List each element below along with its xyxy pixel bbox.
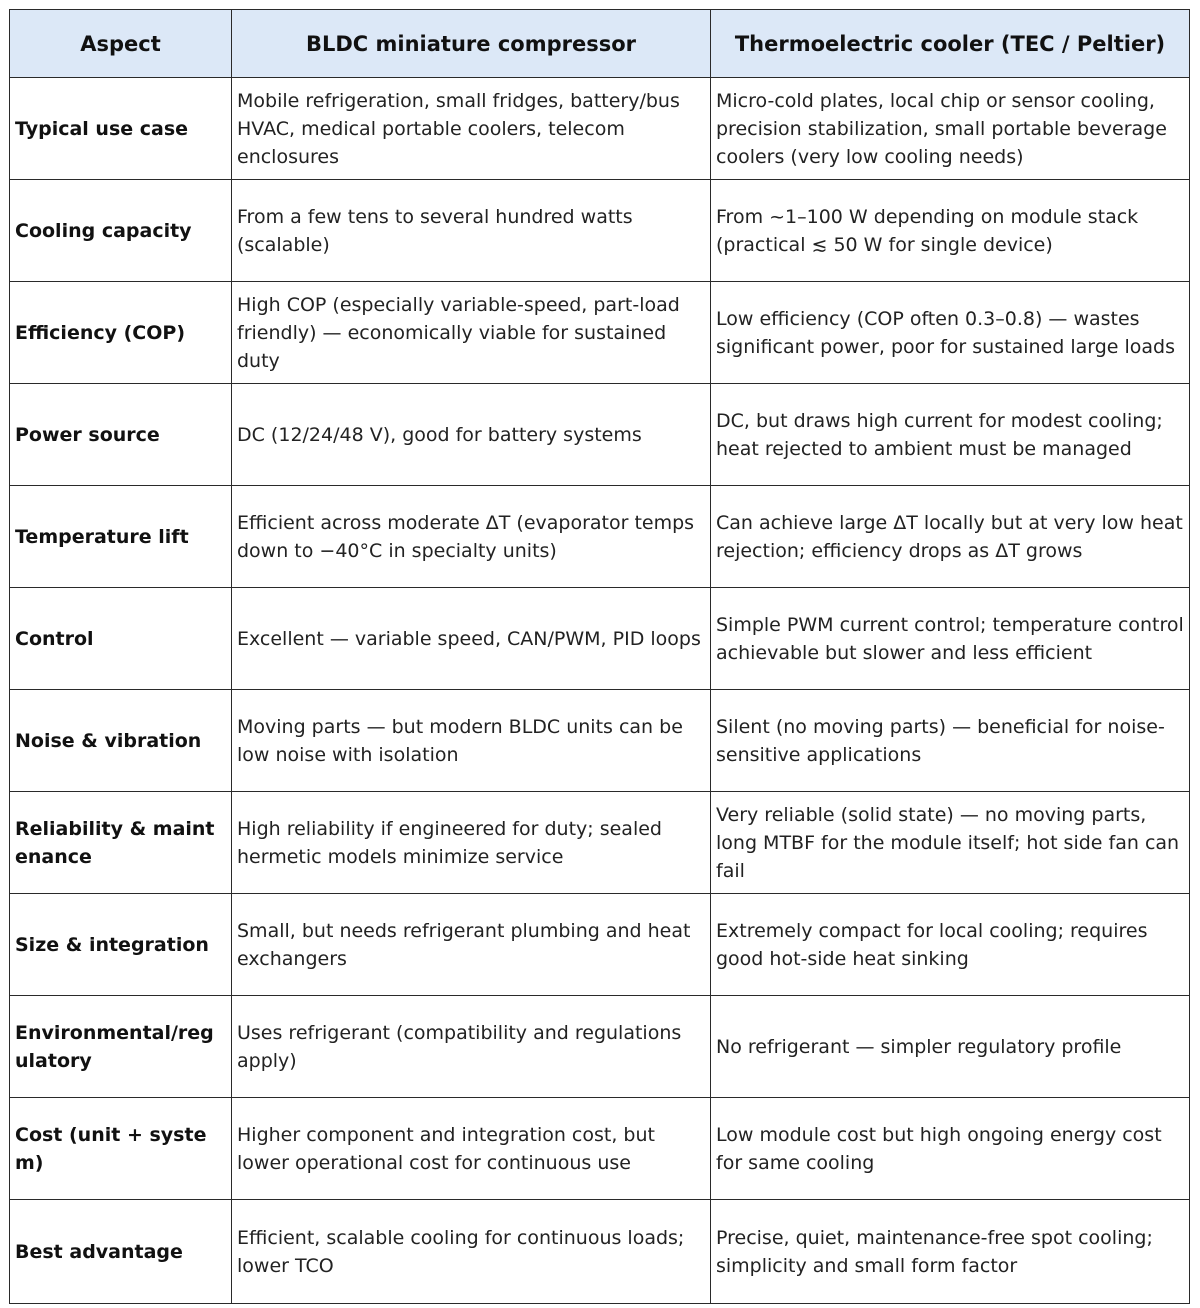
table-row [10, 180, 1190, 282]
bldc-cell: Moving parts — but modern BLDC units can be low noise with isolation [232, 690, 711, 792]
bldc-cell: Efficient across moderate ΔT (evaporator temps down to −40°C in specialty units) [232, 486, 711, 588]
tec-cell: Extremely compact for local cooling; requires good hot-side heat sinking [711, 894, 1190, 996]
table-row [10, 690, 1190, 792]
tec-cell: Precise, quiet, maintenance-free spot cooling; simplicity and small form factor [711, 1200, 1190, 1304]
bldc-cell: Small, but needs refrigerant plumbing and heat exchangers [232, 894, 711, 996]
tec-cell: DC, but draws high current for modest cooling; heat rejected to ambient must be managed [711, 384, 1190, 486]
table-row [10, 78, 1190, 180]
tec-cell: From ~1–100 W depending on module stack (practical ≲ 50 W for single device) [711, 180, 1190, 282]
bldc-cell: Efficient, scalable cooling for continuous loads; lower TCO [232, 1200, 711, 1304]
table-row [10, 1200, 1190, 1304]
table-row [10, 792, 1190, 894]
aspect-cell: Reliability & maintenance [10, 792, 232, 894]
bldc-cell: High reliability if engineered for duty; sealed hermetic models minimize service [232, 792, 711, 894]
table-body [10, 78, 1190, 1304]
aspect-cell: Size & integration [10, 894, 232, 996]
tec-cell: No refrigerant — simpler regulatory profile [711, 996, 1190, 1098]
tec-cell: Low efficiency (COP often 0.3–0.8) — wastes significant power, poor for sustained large loads [711, 282, 1190, 384]
bldc-cell: Uses refrigerant (compatibility and regulations apply) [232, 996, 711, 1098]
aspect-cell: Best advantage [10, 1200, 232, 1304]
table-row [10, 486, 1190, 588]
tec-cell: Simple PWM current control; temperature control achievable but slower and less efficient [711, 588, 1190, 690]
table-header [10, 10, 1190, 78]
bldc-cell: Mobile refrigeration, small fridges, battery/bus HVAC, medical portable coolers, telecom enclosures [232, 78, 711, 180]
tec-cell: Micro-cold plates, local chip or sensor cooling, precision stabilization, small portable beverage coolers (very low cooling needs) [711, 78, 1190, 180]
aspect-cell: Cost (unit + system) [10, 1098, 232, 1200]
bldc-cell: From a few tens to several hundred watts (scalable) [232, 180, 711, 282]
bldc-cell: Higher component and integration cost, but lower operational cost for continuous use [232, 1098, 711, 1200]
bldc-cell: High COP (especially variable-speed, part-load friendly) — economically viable for sustained duty [232, 282, 711, 384]
aspect-cell: Typical use case [10, 78, 232, 180]
tec-cell: Low module cost but high ongoing energy cost for same cooling [711, 1098, 1190, 1200]
comparison-table [9, 9, 1190, 1304]
tec-cell: Can achieve large ΔT locally but at very low heat rejection; efficiency drops as ΔT grows [711, 486, 1190, 588]
header-aspect: Aspect [10, 10, 232, 78]
header-row [10, 10, 1190, 78]
bldc-cell: DC (12/24/48 V), good for battery systems [232, 384, 711, 486]
table-row [10, 894, 1190, 996]
aspect-cell: Noise & vibration [10, 690, 232, 792]
header-tec: Thermoelectric cooler (TEC / Peltier) [711, 10, 1190, 78]
table-row [10, 588, 1190, 690]
tec-cell: Very reliable (solid state) — no moving parts, long MTBF for the module itself; hot side fan can fail [711, 792, 1190, 894]
tec-cell: Silent (no moving parts) — beneficial for noise-sensitive applications [711, 690, 1190, 792]
table-row [10, 1098, 1190, 1200]
table-row [10, 996, 1190, 1098]
table-row [10, 384, 1190, 486]
aspect-cell: Power source [10, 384, 232, 486]
aspect-cell: Environmental/regulatory [10, 996, 232, 1098]
header-bldc: BLDC miniature compressor [232, 10, 711, 78]
bldc-cell: Excellent — variable speed, CAN/PWM, PID loops [232, 588, 711, 690]
aspect-cell: Efficiency (COP) [10, 282, 232, 384]
table-row [10, 282, 1190, 384]
aspect-cell: Cooling capacity [10, 180, 232, 282]
aspect-cell: Control [10, 588, 232, 690]
aspect-cell: Temperature lift [10, 486, 232, 588]
